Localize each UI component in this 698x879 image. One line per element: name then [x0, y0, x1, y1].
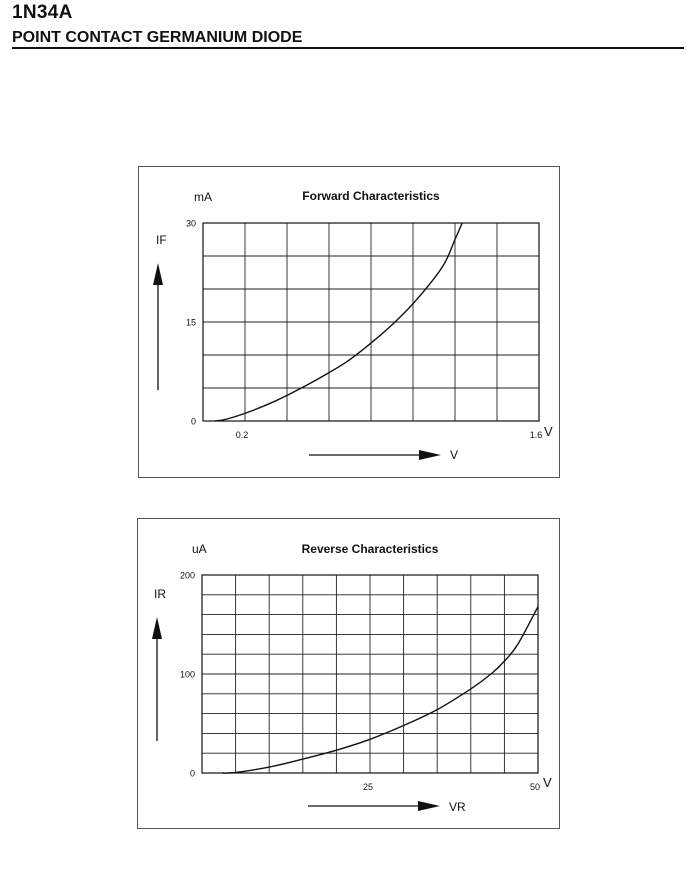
reverse-x-arrow [308, 801, 440, 811]
reverse-chart-title: Reverse Characteristics [301, 542, 439, 556]
forward-chart-title: Forward Characteristics [302, 189, 440, 203]
reverse-x-tick-label: 25 [362, 782, 374, 792]
reverse-x-axis-label: VR [449, 800, 466, 814]
forward-y-axis-label: IF [156, 233, 167, 247]
header-rule [12, 47, 684, 49]
reverse-chart [138, 519, 559, 828]
reverse-chart-panel [137, 518, 560, 829]
part-description: POINT CONTACT GERMANIUM DIODE [12, 29, 303, 46]
reverse-y-arrow [152, 617, 162, 741]
reverse-y-tick-label: 200 [179, 570, 195, 581]
forward-x-arrow [309, 450, 441, 460]
part-number: 1N34A [12, 2, 73, 23]
forward-y-tick-label: 0 [190, 416, 196, 427]
forward-chart [139, 167, 559, 477]
reverse-y-tick-label: 100 [179, 669, 195, 680]
reverse-x-tick-label: 50 [529, 782, 541, 792]
forward-x-unit-label: V [544, 424, 553, 439]
forward-y-tick-label: 30 [185, 218, 196, 229]
forward-chart-panel [138, 166, 560, 478]
reverse-unit-label: uA [192, 542, 207, 556]
forward-x-tick-label: 1.6 [529, 430, 543, 440]
reverse-y-tick-label: 0 [189, 768, 195, 779]
forward-unit-label: mA [194, 190, 212, 204]
reverse-y-axis-label: IR [154, 587, 166, 601]
forward-x-tick-label: 0.2 [235, 430, 249, 440]
forward-y-tick-label: 15 [185, 317, 196, 328]
forward-x-axis-label: V [450, 448, 459, 462]
forward-y-arrow [153, 263, 163, 390]
reverse-x-unit-label: V [543, 775, 552, 790]
